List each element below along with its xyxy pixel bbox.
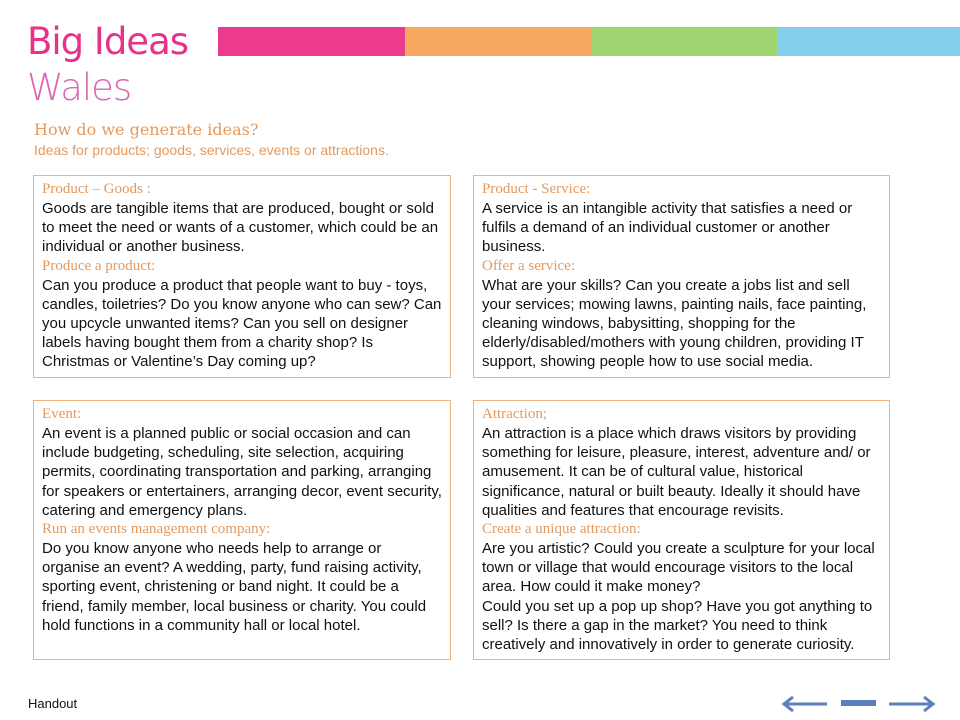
stripe-pink bbox=[218, 27, 405, 56]
dash-icon bbox=[840, 694, 878, 714]
next-button[interactable] bbox=[887, 694, 937, 714]
arrow-left-icon bbox=[780, 694, 830, 714]
footer-label: Handout bbox=[28, 696, 78, 711]
box-product-service bbox=[473, 175, 890, 378]
box-text: What are your skills? Can you create a jobs list and sell your services; mowing lawns, painting nails, face painting, cleaning windows, babysitting, shopping for the elderly/disabled/mothers with young children, providing IT support, showing people how to use social media. bbox=[482, 276, 867, 371]
arrow-right-icon bbox=[887, 694, 937, 714]
box-title: Product - Service: bbox=[482, 181, 591, 197]
menu-button[interactable] bbox=[840, 694, 878, 714]
box-text: A service is an intangible activity that satisfies a need or fulfils a demand of an individual customer or another business. bbox=[482, 200, 853, 256]
box-subtitle: Produce a product: bbox=[42, 257, 156, 274]
box-text: An event is a planned public or social occasion and can include budgeting, scheduling, site selection, acquiring permits, coordinating transportation and parking, arranging for speakers or entertainers, arranging decor, event security, catering and emergency plans. bbox=[42, 425, 442, 519]
box-subtitle: Run an events management company: bbox=[42, 521, 271, 538]
box-text: Could you set up a pop up shop? Have you got anything to sell? Is there a gap in the market? You need to think creatively and innovatively in order to generate curiosity. bbox=[482, 597, 873, 654]
box-subtitle: Create a unique attraction: bbox=[482, 521, 641, 538]
logo-line-wales: Wales bbox=[27, 66, 132, 109]
box-text: An attraction is a place which draws visitors by providing something for leisure, pleasure, interest, adventure and/ or amusement. It can be of cultural value, historical significance, natural or built beauty. Ideally it should have qualities and features that encourage revisits. bbox=[482, 425, 871, 519]
box-text: Can you produce a product that people want to buy - toys, candles, toiletries? Do you know anyone who can sew? Can you upcycle unwanted items? Can you sell on designer labels having bought them from a charity shop? Is Christmas or Valentine’s Day coming up? bbox=[42, 276, 442, 371]
box-text: Are you artistic? Could you create a sculpture for your local town or village that would encourage visitors to the local area. How could it make money? bbox=[482, 540, 875, 596]
box-product-goods bbox=[33, 175, 451, 378]
logo-line-big-ideas: Big Ideas bbox=[27, 20, 189, 63]
box-text: Do you know anyone who needs help to arrange or organise an event? A wedding, party, fund raising activity, sporting event, christening or band night. It could be a friend, family member, local business or charity. You could hold functions in a community hall or local hotel. bbox=[42, 540, 427, 634]
stripe-blue bbox=[778, 27, 960, 56]
stripe-orange bbox=[405, 27, 592, 56]
prev-button[interactable] bbox=[780, 694, 830, 714]
stripe-green bbox=[592, 27, 778, 56]
page-subtitle: Ideas for products; goods, services, events or attractions. bbox=[34, 142, 389, 158]
box-title: Product – Goods : bbox=[42, 181, 151, 197]
page-title: How do we generate ideas? bbox=[34, 120, 259, 139]
box-attraction bbox=[473, 400, 890, 660]
box-title: Event: bbox=[42, 406, 82, 422]
box-title: Attraction; bbox=[482, 406, 547, 422]
box-subtitle: Offer a service: bbox=[482, 257, 576, 274]
box-event bbox=[33, 400, 451, 660]
box-text: Goods are tangible items that are produced, bought or sold to meet the need or wants of a customer, which could be an individual or another business. bbox=[42, 200, 439, 256]
